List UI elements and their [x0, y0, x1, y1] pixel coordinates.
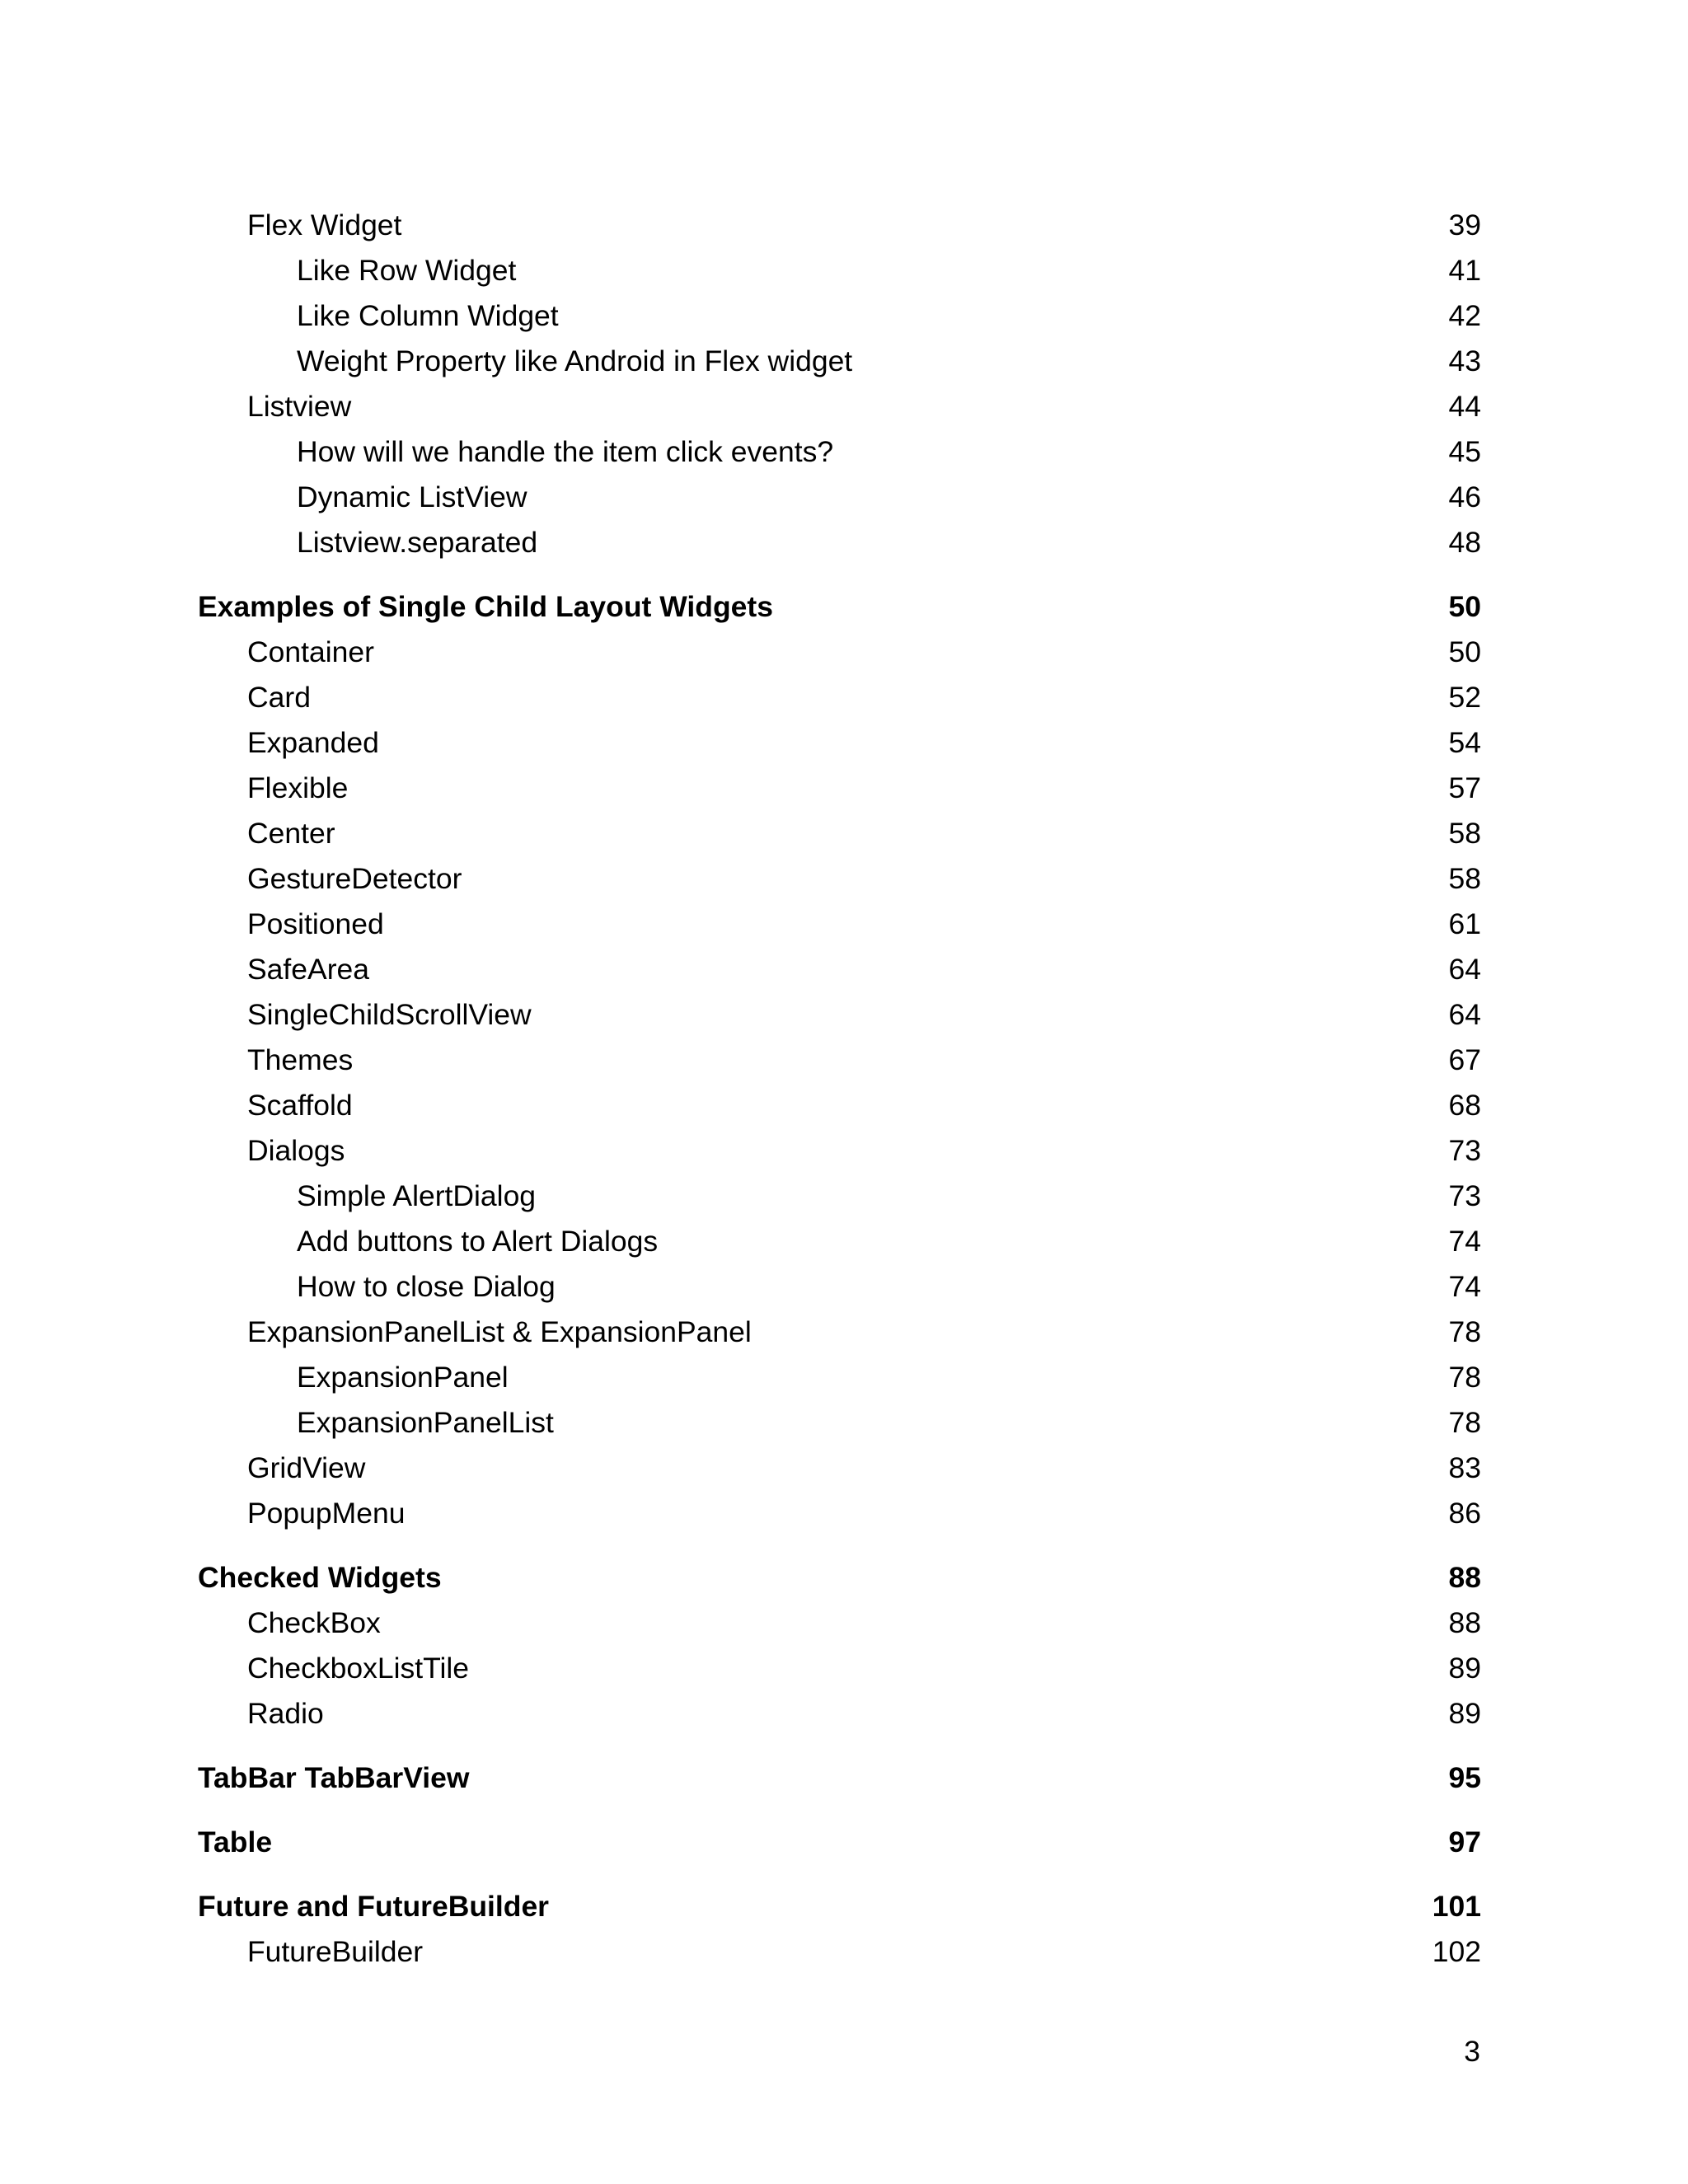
toc-entry[interactable]: [0, 992, 1688, 1038]
toc-entry-title: Scaffold: [247, 1089, 353, 1122]
toc-entry-page-number: 83: [1448, 1451, 1481, 1484]
toc-heading[interactable]: [0, 1820, 1688, 1865]
toc-entry-page-number: 43: [1448, 344, 1481, 377]
toc-entry-page-number: 74: [1448, 1270, 1481, 1303]
toc-entry-title: CheckboxListTile: [247, 1652, 469, 1685]
toc-entry-page-number: 64: [1448, 953, 1481, 986]
toc-entry-title: Listview.separated: [297, 526, 538, 559]
toc-entry-page-number: 52: [1448, 681, 1481, 714]
toc-entry-title: Like Row Widget: [297, 254, 517, 287]
toc-entry[interactable]: [0, 203, 1688, 248]
toc-entry-title: ExpansionPanelList & ExpansionPanel: [247, 1315, 752, 1348]
toc-entry[interactable]: [0, 339, 1688, 384]
toc-entry-title: ExpansionPanel: [297, 1361, 509, 1394]
toc-entry-page-number: 78: [1448, 1361, 1481, 1394]
toc-entry-page-number: 50: [1448, 635, 1481, 668]
toc-entry-page-number: 89: [1448, 1697, 1481, 1730]
toc-entry-page-number: 74: [1448, 1225, 1481, 1258]
toc-entry-page-number: 57: [1448, 771, 1481, 804]
toc-entry-page-number: 41: [1448, 254, 1481, 287]
toc-entry-title: CheckBox: [247, 1606, 381, 1639]
toc-entry[interactable]: [0, 1400, 1688, 1446]
toc-entry[interactable]: [0, 1601, 1688, 1646]
toc-entry[interactable]: [0, 630, 1688, 675]
toc-entry-page-number: 45: [1448, 435, 1481, 468]
toc-entry-page-number: 67: [1448, 1043, 1481, 1076]
toc-entry-title: Examples of Single Child Layout Widgets: [198, 590, 773, 623]
toc-entry-page-number: 88: [1448, 1561, 1481, 1594]
toc-entry[interactable]: [0, 1128, 1688, 1174]
toc-entry-title: Dynamic ListView: [297, 480, 528, 513]
toc-heading[interactable]: [0, 584, 1688, 630]
toc-entry-page-number: 50: [1448, 590, 1481, 623]
toc-entry[interactable]: [0, 856, 1688, 902]
toc-entry[interactable]: [0, 1264, 1688, 1310]
toc-entry[interactable]: [0, 1355, 1688, 1400]
toc-entry-title: Like Column Widget: [297, 299, 559, 332]
toc-entry-title: Table: [198, 1825, 273, 1858]
toc-entry-title: SafeArea: [247, 953, 370, 986]
toc-entry-title: Checked Widgets: [198, 1561, 442, 1594]
toc-entry-title: How will we handle the item click events?: [297, 435, 834, 468]
toc-entry-page-number: 54: [1448, 726, 1481, 759]
toc-entry-page-number: 86: [1448, 1497, 1481, 1530]
toc-entry[interactable]: [0, 1646, 1688, 1691]
toc-heading[interactable]: [0, 1755, 1688, 1801]
toc-entry-title: Center: [247, 817, 335, 850]
toc-entry-page-number: 101: [1432, 1890, 1481, 1923]
toc-entry-page-number: 68: [1448, 1089, 1481, 1122]
toc-entry-title: Flexible: [247, 771, 349, 804]
toc-entry-title: Flex Widget: [247, 209, 402, 241]
toc-entry-page-number: 73: [1448, 1134, 1481, 1167]
toc-entry[interactable]: [0, 766, 1688, 811]
toc-entry-title: Positioned: [247, 907, 384, 940]
toc-entry-title: GestureDetector: [247, 862, 462, 895]
toc-entry-page-number: 78: [1448, 1406, 1481, 1439]
toc-entry-title: PopupMenu: [247, 1497, 406, 1530]
toc-entry-title: Card: [247, 681, 311, 714]
toc-entry-title: TabBar TabBarView: [198, 1761, 470, 1794]
page-number: 3: [1464, 2035, 1480, 2068]
toc-entry[interactable]: [0, 1038, 1688, 1083]
toc-entry-page-number: 73: [1448, 1179, 1481, 1212]
toc-entry-page-number: 46: [1448, 480, 1481, 513]
toc-entry-title: Expanded: [247, 726, 379, 759]
toc-entry[interactable]: [0, 947, 1688, 992]
toc-entry-title: Dialogs: [247, 1134, 345, 1167]
toc-entry-page-number: 58: [1448, 862, 1481, 895]
toc-entry-title: Listview: [247, 390, 352, 423]
toc-entry-page-number: 42: [1448, 299, 1481, 332]
toc-entry[interactable]: [0, 293, 1688, 339]
toc-entry[interactable]: [0, 811, 1688, 856]
table-of-contents: [0, 203, 1688, 1975]
toc-entry-title: Future and FutureBuilder: [198, 1890, 549, 1923]
toc-entry[interactable]: [0, 1446, 1688, 1491]
toc-entry-title: How to close Dialog: [297, 1270, 556, 1303]
toc-entry[interactable]: [0, 1174, 1688, 1219]
toc-entry-page-number: 61: [1448, 907, 1481, 940]
toc-entry[interactable]: [0, 1083, 1688, 1128]
toc-entry-page-number: 89: [1448, 1652, 1481, 1685]
toc-entry-title: Weight Property like Android in Flex widget: [297, 344, 853, 377]
toc-heading[interactable]: [0, 1884, 1688, 1929]
toc-entry[interactable]: [0, 384, 1688, 429]
toc-entry[interactable]: [0, 675, 1688, 720]
toc-entry-title: Container: [247, 635, 374, 668]
toc-entry-page-number: 39: [1448, 209, 1481, 241]
toc-entry-title: GridView: [247, 1451, 366, 1484]
toc-entry[interactable]: [0, 720, 1688, 766]
toc-entry[interactable]: [0, 1691, 1688, 1736]
toc-entry[interactable]: [0, 1310, 1688, 1355]
toc-entry[interactable]: [0, 902, 1688, 947]
toc-entry-page-number: 102: [1432, 1935, 1481, 1968]
toc-entry[interactable]: [0, 1219, 1688, 1264]
toc-entry-page-number: 64: [1448, 998, 1481, 1031]
toc-entry[interactable]: [0, 520, 1688, 565]
toc-entry-page-number: 44: [1448, 390, 1481, 423]
toc-entry[interactable]: [0, 248, 1688, 293]
toc-entry-page-number: 78: [1448, 1315, 1481, 1348]
toc-entry-page-number: 97: [1448, 1825, 1481, 1858]
toc-entry[interactable]: [0, 475, 1688, 520]
toc-entry-title: ExpansionPanelList: [297, 1406, 554, 1439]
toc-heading[interactable]: [0, 1555, 1688, 1601]
toc-entry-page-number: 88: [1448, 1606, 1481, 1639]
toc-entry-page-number: 48: [1448, 526, 1481, 559]
toc-entry[interactable]: [0, 429, 1688, 475]
toc-entry[interactable]: [0, 1491, 1688, 1536]
toc-entry-title: Radio: [247, 1697, 324, 1730]
toc-entry-title: Themes: [247, 1043, 354, 1076]
toc-entry-page-number: 58: [1448, 817, 1481, 850]
toc-entry[interactable]: [0, 1929, 1688, 1975]
toc-entry-title: Simple AlertDialog: [297, 1179, 537, 1212]
toc-entry-page-number: 95: [1448, 1761, 1481, 1794]
toc-entry-title: FutureBuilder: [247, 1935, 424, 1968]
toc-entry-title: Add buttons to Alert Dialogs: [297, 1225, 659, 1258]
toc-entry-title: SingleChildScrollView: [247, 998, 532, 1031]
